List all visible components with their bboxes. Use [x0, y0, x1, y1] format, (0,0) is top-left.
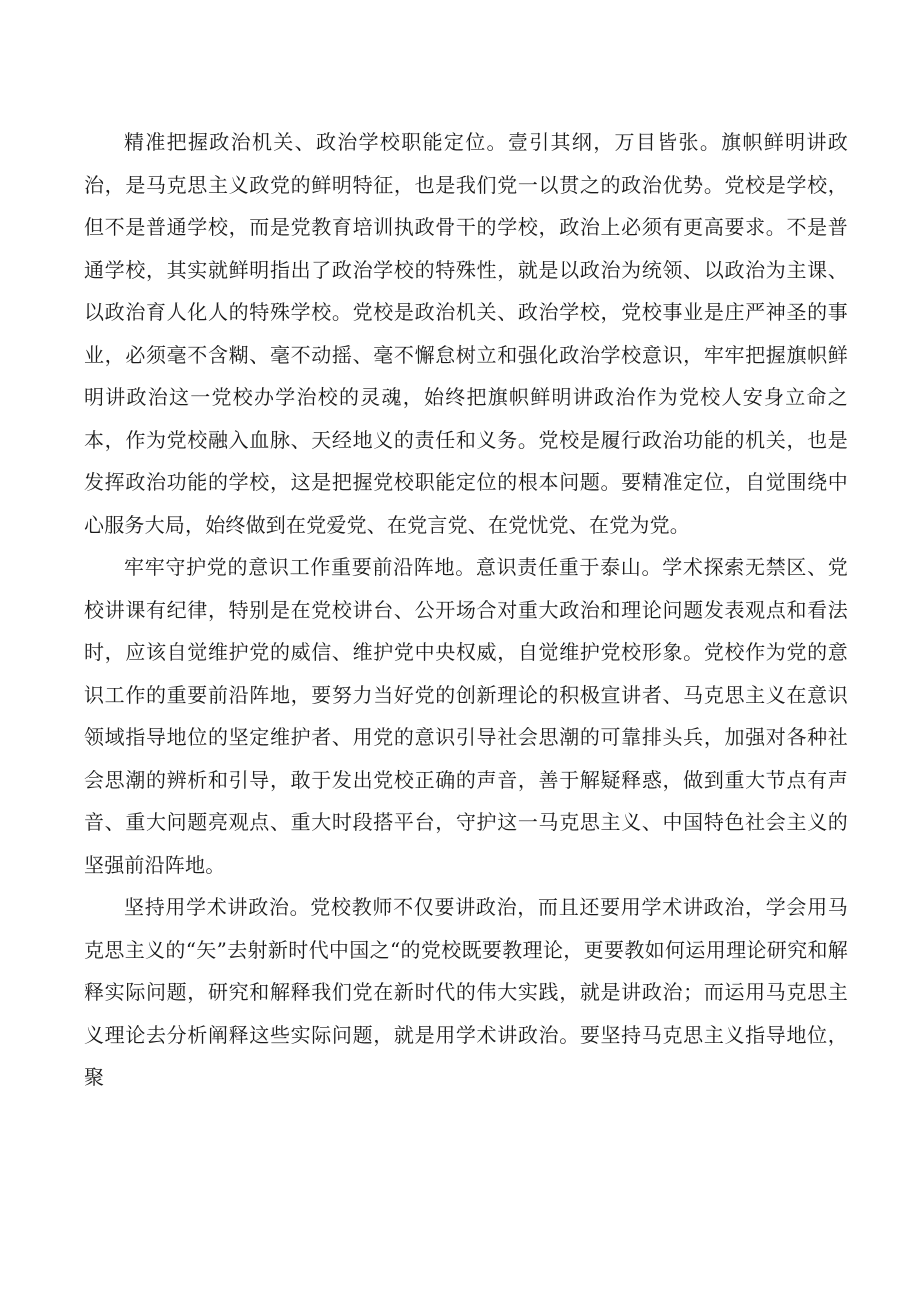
paragraph-political-positioning: 精准把握政治机关、政治学校职能定位。壹引其纲，万目皆张。旗帜鲜明讲政治，是马克思主义政党的鲜明特征，也是我们党一以贯之的政治优势。党校是学校，但不是普通学校，而是党教育培训执政骨干的学校，政治上必须有更高要求。不是普通学校，其实就鲜明指出了政治学校的特殊性，就是以政治为统领、以政治为主课、以政治育人化人的特殊学校。党校是政治机关、政治学校，党校事业是庄严神圣的事业，必须毫不含糊、毫不动摇、毫不懈怠树立和强化政治学校意识，牢牢把握旗帜鲜明讲政治这一党校办学治校的灵魂，始终把旗帜鲜明讲政治作为党校人安身立命之本，作为党校融入血脉、天经地义的责任和义务。党校是履行政治功能的机关，也是发挥政治功能的学校，这是把握党校职能定位的根本问题。要精准定位，自觉围绕中心服务大局，始终做到在党爱党、在党言党、在党忧党、在党为党。 — [84, 130, 848, 537]
paragraph-academic-politics: 坚持用学术讲政治。党校教师不仅要讲政治，而且还要用学术讲政治，学会用马克思主义的“矢”去射新时代中国之“的党校既要教理论，更要教如何运用理论研究和解释实际问题，研究和解释我们党在新时代的伟大实践，就是讲政治；而运用马克思主义理论去分析阐释这些实际问题，就是用学术讲政治。要坚持马克思主义指导地位，聚 — [84, 895, 848, 1089]
paragraph-ideological-frontline: 牢牢守护党的意识工作重要前沿阵地。意识责任重于泰山。学术探索无禁区、党校讲课有纪律，特别是在党校讲台、公开场合对重大政治和理论问题发表观点和看法时，应该自觉维护党的威信、维护党中央权威，自觉维护党校形象。党校作为党的意识工作的重要前沿阵地，要努力当好党的创新理论的积极宣讲者、马克思主义在意识领域指导地位的坚定维护者、用党的意识引导社会思潮的可靠排头兵，加强对各种社会思潮的辨析和引导，敢于发出党校正确的声音，善于解疑释惑，做到重大节点有声音、重大问题亮观点、重大时段搭平台，守护这一马克思主义、中国特色社会主义的坚强前沿阵地。 — [84, 555, 848, 877]
document-body — [84, 121, 848, 1099]
